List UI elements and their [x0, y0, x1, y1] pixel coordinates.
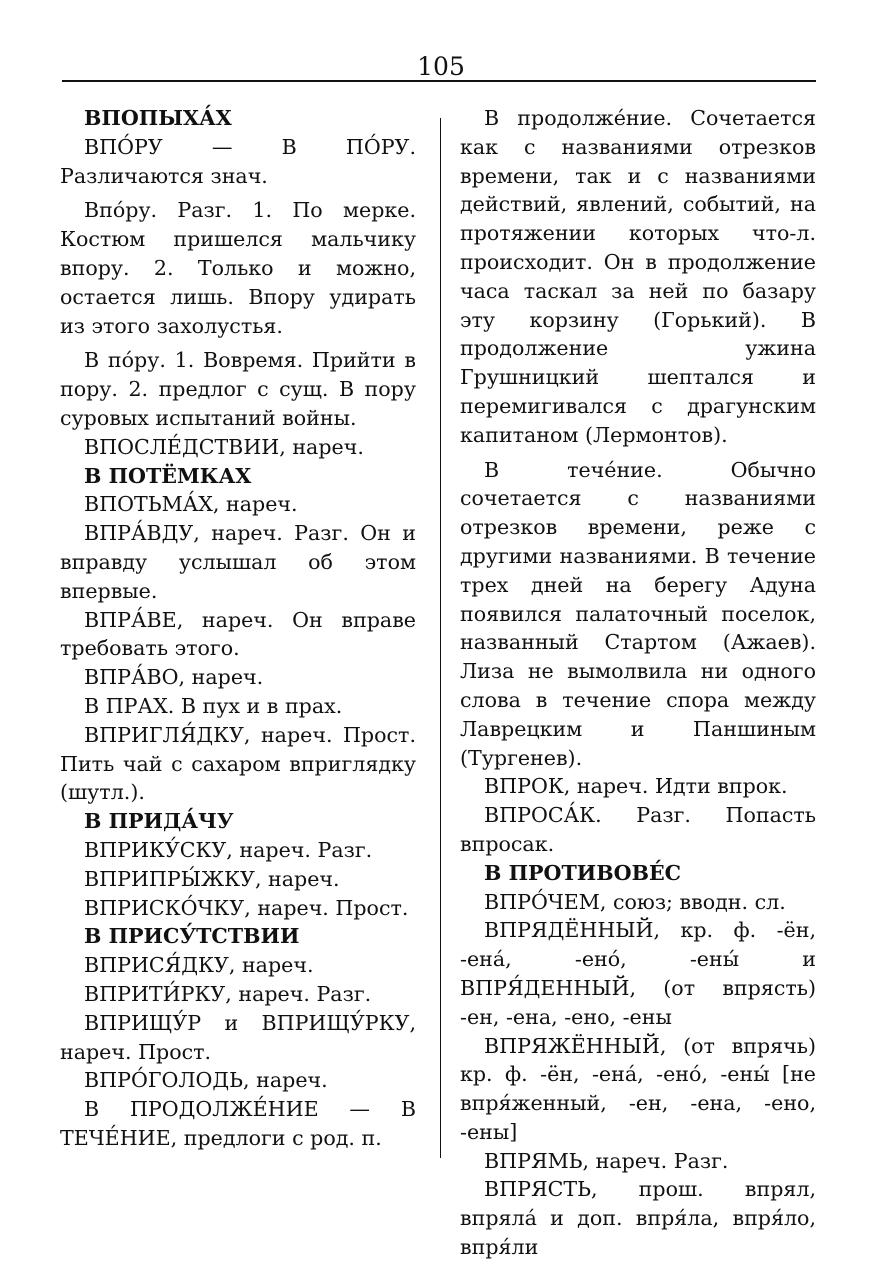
entry: ВПРИГЛЯ́ДКУ, нареч. Прост. Пить чай с сахаром вприглядку (шутл.). [60, 722, 416, 805]
entry: В ПРОТИВОВЕ́С [484, 860, 682, 885]
entry: ВПРЯДЁННЫЙ, кр. ф. -ён, -ена́, -ено́, -ены́ и ВПРЯ́ДЕННЫЙ, (от впрясть) -ен, -ена, -ено, -ены [460, 918, 816, 1029]
entry: ВПРИЩУ́Р и ВПРИЩУ́РКУ, нареч. Прост. [60, 1010, 416, 1064]
entry: В продолже́ние. Сочетается как с названиями отрезков времени, так и с названиями действий, явлений, событий, на протяжении которых что-л. происходит. Он в продолжение часа таскал за ней по базару эту корзину (Горький). В продолжение ужина Грушницкий шептался и перемигивался с драгунским капитаном (Лермонтов). [460, 106, 816, 447]
entry: ВПРИСКО́ЧКУ, нареч. Прост. [84, 895, 409, 920]
entry: ВПРЯЖЁННЫЙ, (от впрячь) кр. ф. -ён, -ена́, -ено́, -ены́ [не впря́женный, -ен, -ена, -ено, -ены] [460, 1033, 816, 1144]
entry: ВПО́РУ — В ПО́РУ. Различаются знач. [60, 134, 416, 188]
entry: ВПРА́ВО, нареч. [84, 665, 264, 690]
entry: В по́ру. 1. Вовремя. Прийти в пору. 2. предлог с сущ. В пору суровых испытаний войны. [60, 348, 416, 430]
column-divider [440, 118, 441, 1158]
entry: ВПОТЬМА́Х, нареч. [84, 492, 298, 517]
entry: ВПОСЛЕ́ДСТВИИ, нареч. [84, 434, 364, 459]
page-number: 105 [417, 52, 465, 81]
entry: ВПРОК, нареч. Идти впрок. [484, 774, 788, 799]
entry: ВПРО́ЧЕМ, союз; вводн. сл. [484, 889, 786, 914]
entry: ВПРА́ВДУ, нареч. Разг. Он и вправду услышал об этом впервые. [60, 521, 416, 603]
entry: ВПРА́ВЕ, нареч. Он вправе требовать этого. [60, 607, 416, 661]
left-column [60, 104, 416, 1153]
entry: ВПРЯМЬ, нареч. Разг. [484, 1148, 729, 1173]
entry: В ПРОДОЛЖЕ́НИЕ — В ТЕЧЕ́НИЕ, предлоги с род. п. [60, 1097, 416, 1150]
entry: ВПРИТИ́РКУ, нареч. Разг. [84, 981, 372, 1006]
entry: В ПОТЁМКАХ [84, 463, 252, 488]
entry: ВПРЯСТЬ, прош. впрял, впряла́ и доп. впря́ла, впря́ло, впря́ли [460, 1177, 816, 1260]
entry: В тече́ние. Обычно сочетается с названиями отрезков времени, реже с другими названиями. В течение трех дней на берегу Адуна появился палаточный поселок, названный Стартом (Ажаев). Лиза не вымолвила ни одного слова в течение спора между Лаврецким и Паншиным (Тургенев). [460, 457, 816, 770]
header-rule [62, 80, 816, 82]
entry: Впо́ру. Разг. 1. По мерке. Костюм пришелся мальчику впору. 2. Только и можно, остается лишь. Впору удирать из этого захолустья. [60, 198, 416, 338]
entry: ВПРО́ГОЛОДЬ, нареч. [84, 1068, 328, 1093]
entry: ВПОПЫХА́Х [84, 106, 232, 130]
entry: В ПРИСУ́ТСТВИИ [84, 924, 300, 949]
entry: ВПРИСЯ́ДКУ, нареч. [84, 953, 314, 978]
entry: В ПРАХ. В пух и в прах. [84, 693, 343, 718]
right-column [460, 104, 816, 1262]
entry: ВПРОСА́К. Разг. Попасть впросак. [460, 803, 816, 856]
entry: В ПРИДА́ЧУ [84, 809, 234, 834]
entry: ВПРИПРЫ́ЖКУ, нареч. [84, 866, 340, 891]
entry: ВПРИКУ́СКУ, нареч. Разг. [84, 837, 373, 862]
